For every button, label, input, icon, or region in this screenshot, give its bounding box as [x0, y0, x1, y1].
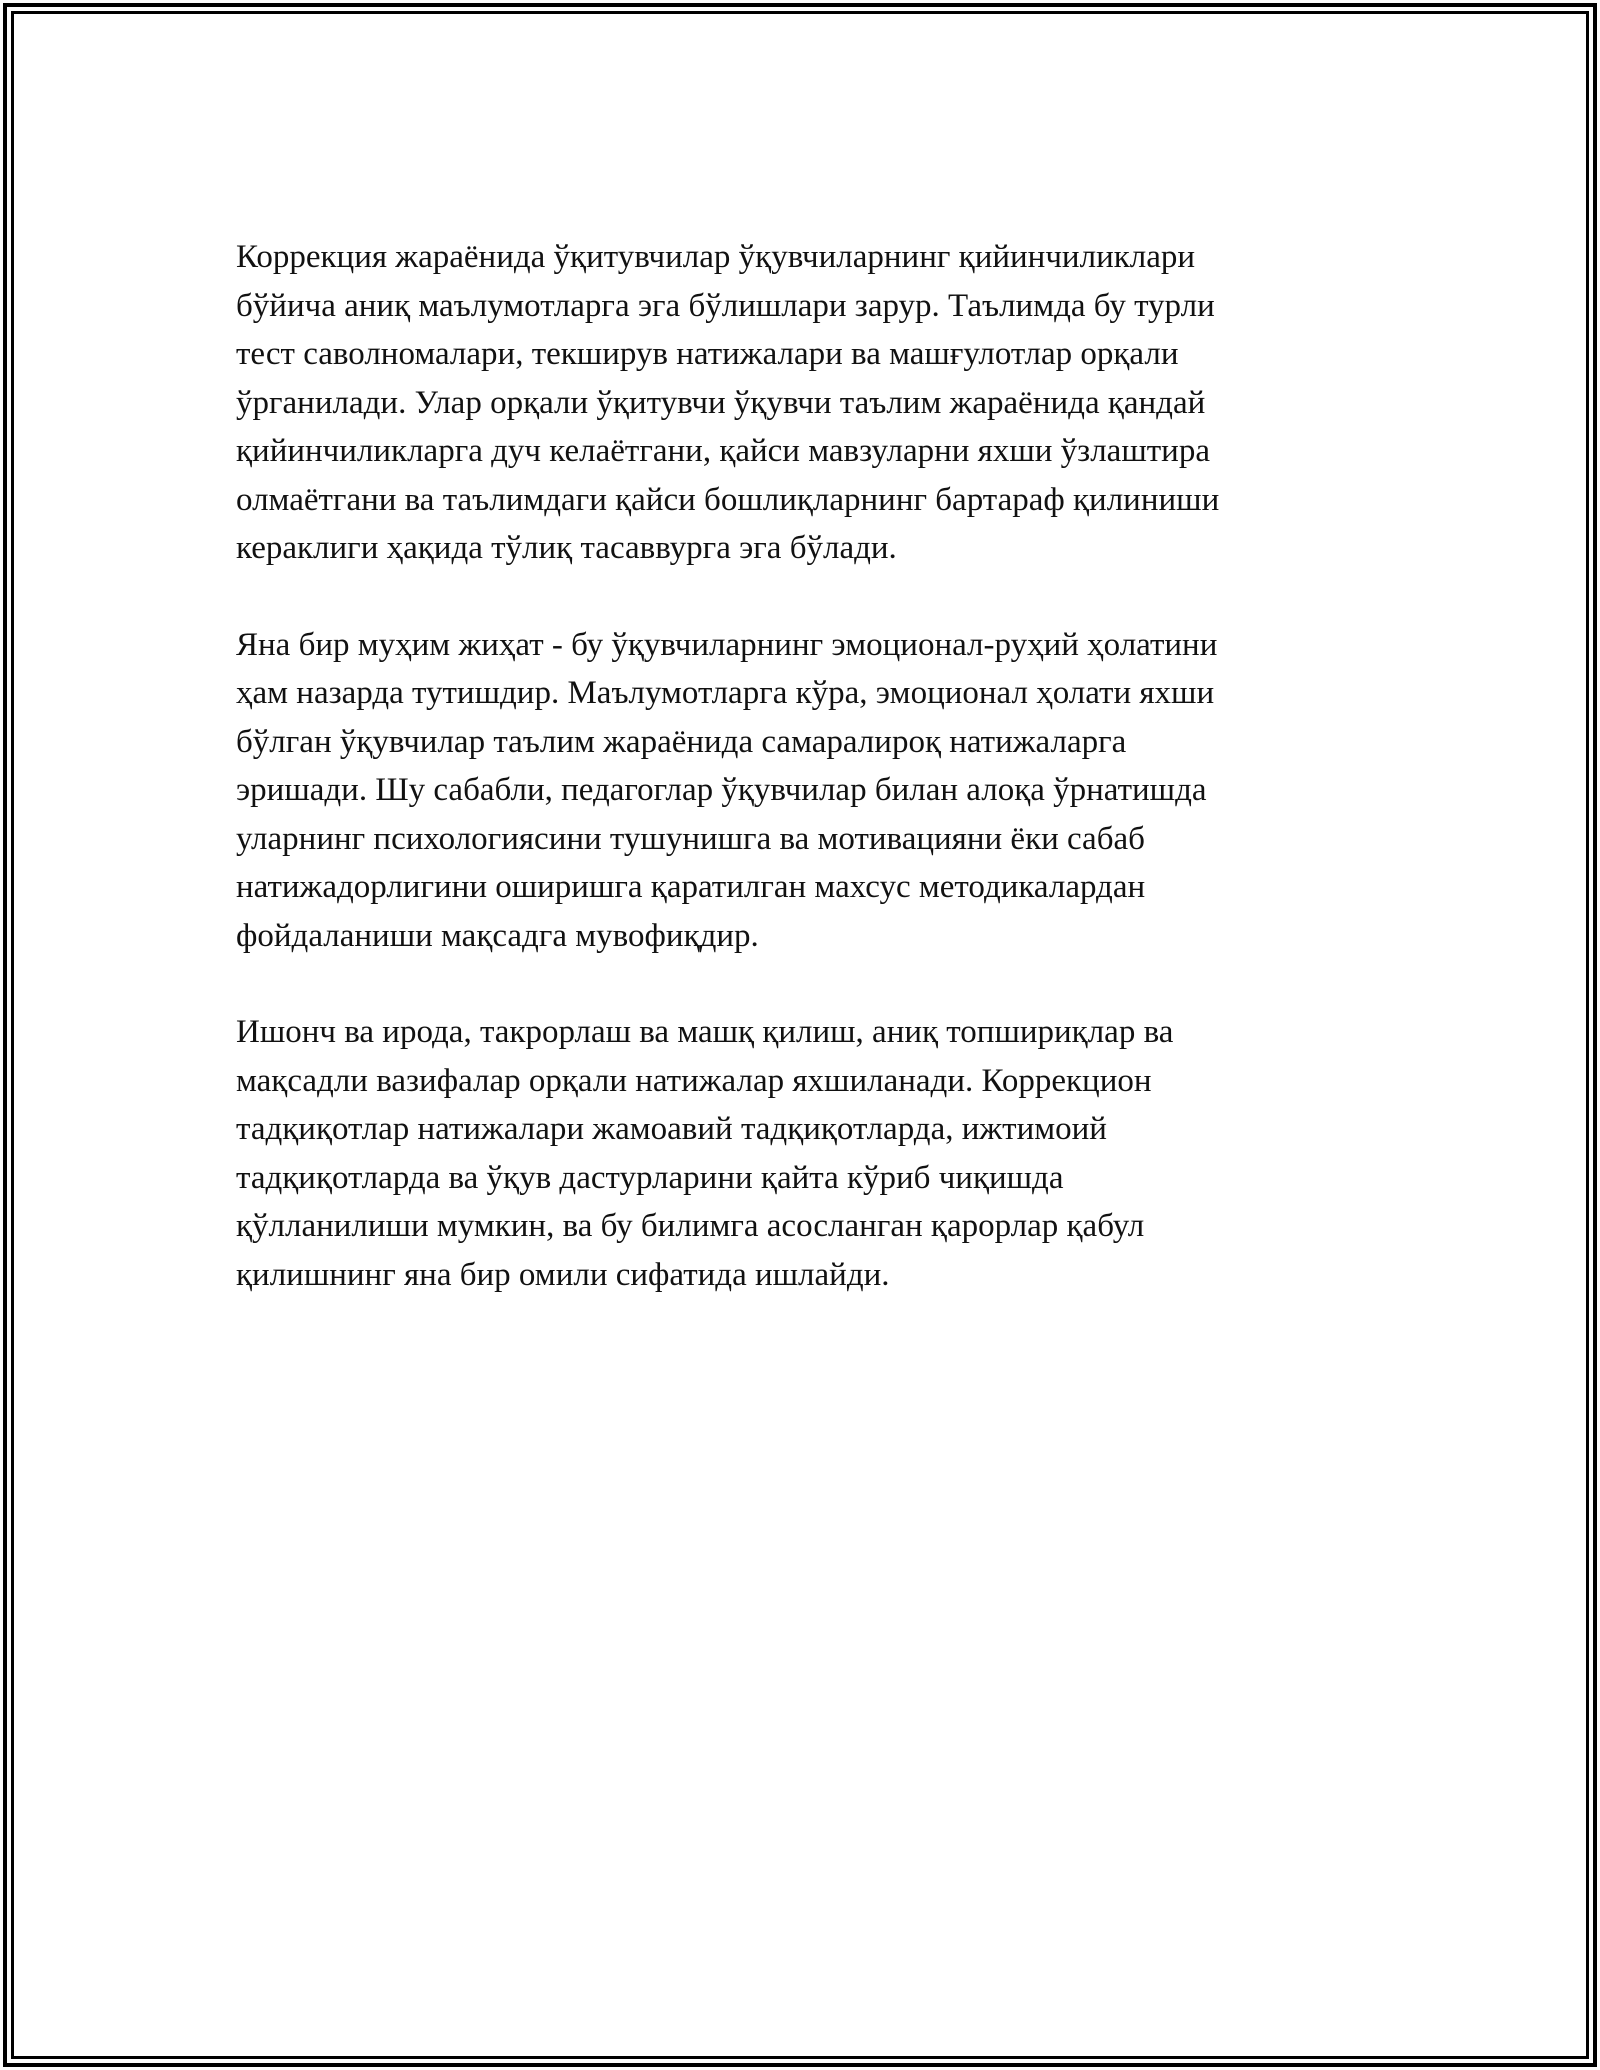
text-line: қўлланилиши мумкин, ва бу билимга асосланган қарорлар қабул: [236, 1208, 1145, 1244]
text-line: олмаётгани ва таълимдаги қайси бошлиқларнинг бартараф қилиниши: [236, 481, 1220, 518]
text-line: Коррекция жараёнида ўқитувчилар ўқувчиларнинг қийинчиликлари: [236, 239, 1196, 275]
text-line: ўрганилади. Улар орқали ўқитувчи ўқувчи таълим жараёнида қандай: [236, 384, 1206, 421]
paragraph-2: [236, 621, 1366, 961]
text-line: Ишонч ва ирода, такрорлаш ва машқ қилиш, аниқ топшириқлар ва: [236, 1014, 1174, 1050]
paragraph-1: [236, 233, 1366, 573]
text-line: тест саволномалари, текширув натижалари ва машғулотлар орқали: [236, 336, 1179, 372]
text-line: фойдаланиши мақсадга мувофиқдир.: [236, 917, 759, 954]
text-line: тадқиқотлар натижалари жамоавий тадқиқотларда, ижтимоий: [236, 1111, 1107, 1147]
text-line: тадқиқотларда ва ўқув дастурларини қайта кўриб чиқишда: [236, 1159, 1064, 1196]
text-line: ҳам назарда тутишдир. Маълумотларга кўра, эмоционал ҳолати яхши: [236, 675, 1215, 711]
text-line: бўйича аниқ маълумотларга эга бўлишлари зарур. Таълимда бу турли: [236, 287, 1215, 324]
text-line: бўлган ўқувчилар таълим жараёнида самаралироқ натижаларга: [236, 723, 1127, 760]
text-line: қилишнинг яна бир омили сифатида ишлайди.: [236, 1256, 890, 1293]
text-line: Яна бир муҳим жиҳат - бу ўқувчиларнинг эмоционал-руҳий ҳолатини: [236, 626, 1218, 663]
text-line: уларнинг психологиясини тушунишга ва мотивацияни ёки сабаб: [236, 820, 1145, 857]
text-line: қийинчиликларга дуч келаётгани, қайси мавзуларни яхши ўзлаштира: [236, 433, 1210, 469]
text-line: натижадорлигини оширишга қаратилган махсус методикалардан: [236, 869, 1146, 905]
text-line: эришади. Шу сабабли, педагоглар ўқувчилар билан алоқа ўрнатишда: [236, 772, 1207, 808]
text-line: мақсадли вазифалар орқали натижалар яхшиланади. Коррекцион: [236, 1062, 1152, 1099]
document-body: [236, 233, 1366, 1299]
text-line: кераклиги ҳақида тўлиқ тасаввурга эга бўлади.: [236, 530, 897, 566]
paragraph-3: [236, 1008, 1366, 1299]
